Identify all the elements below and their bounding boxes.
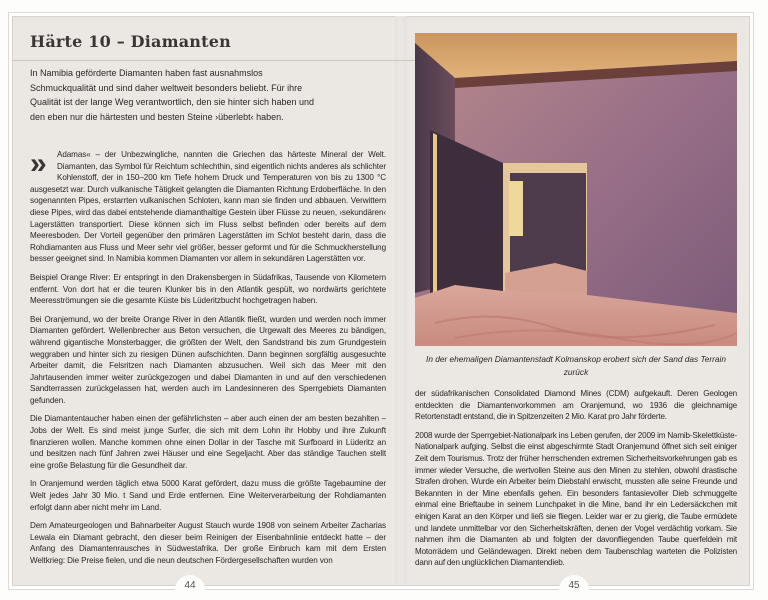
right-text-column <box>415 388 737 570</box>
photo-caption: In der ehemaligen Diamantenstadt Kolmanskop erobert sich der Sand das Terrain zurück <box>426 354 726 377</box>
page-number-right: 45 <box>559 575 589 595</box>
body-paragraph: » Adamas« – der Unbezwingliche, nannten die Griechen das härteste Mineral der Welt. Diamanten, das Symbol für Reichtum schlechthin, sind eigentlich nichts anderes als schlichter Kohlenstoff, der in 150–200 km Tiefe hohem Druck und Temperaturen von bis zu 1300 °C ausgesetzt war. Durch vulkanische Tätigkeit gelangten die Diamanten Richtung Erdoberfläche. In den sogenannten Pipes, erstarrten vulkanischen Schloten, kann man sie finden und abbauen. Verwittern diese Pipes, wird das dabei entstehende diamanthaltige Gestein über Flüsse zu neuen, ›sekundären‹ Lagerstätten transportiert. Diese können sich im Fluss selbst befinden oder bereits auf dem Meeresboden. Der Vorteil gegenüber den primären Lagerstätten im Schlot besteht darin, dass die Rohdiamanten aus Fluss und Meer sehr viel größer, besser geformt und für die Schmuckherstellung besser geeignet sind. In Namibia kommen Diamanten vor allem in sekundären Lagerstätten vor. <box>30 149 386 264</box>
body-paragraph: Die Diamantentaucher haben einen der gefährlichsten – aber auch einen der am besten bezahlten – Jobs der Welt. Es sind meist junge Surfer, die sich mit dem Lohn ihr Hobby und ihre Zukunft finanzieren wollen. Manche kommen ohne einen Dollar in der Tasche mit Surfboard in Lüderitz an und besitzen nach fünf Jahren zwei Häuser und eine Segeljacht. Aber das ständige Tauchen stellt eine große Belastung für die Gesundheit dar. <box>30 414 386 470</box>
quote-mark-icon: » <box>30 149 47 179</box>
page-number-left: 44 <box>175 575 205 595</box>
chapter-title: Härte 10 – Diamanten <box>30 32 231 51</box>
body-paragraph: Bei Oranjemund, wo der breite Orange River in den Atlantik fließt, wurden und werden noch immer Diamanten gefördert. Wellenbrecher aus Beton versuchen, die Urgewalt des Meeres zu bändigen, während gigantische Monsterbagger, die größten der Welt, den Sandstrand bis zum Grundgestein weggraben und hinter sich zu riesigen Dünen aufschichten. Dann beginnen sorgfältig ausgesuchte Arbeiter damit, die Felsritzen nach Diamanten abzusuchen. Weil sich das Meer mit den Jahrtausenden immer weiter zurückgezogen und dabei Diamanten in und auf den verschiedenen Sandterrassen zurückgelassen hat, werden auch im Landesinneren des Sperrgebiets Diamanten gefunden. <box>30 314 386 405</box>
sand-filled-room-image <box>415 33 737 346</box>
body-paragraph: In Oranjemund werden täglich etwa 5000 Karat gefördert, dazu muss die größte Tagebaumine der Welt jedes Jahr 30 Mio. t Sand und Erde entfernen. Eine Weiterverarbeitung der Rohdiamanten erfolgt dann aber nicht mehr im Land. <box>30 479 386 512</box>
body-paragraph: 2008 wurde der Sperrgebiet-Nationalpark ins Leben gerufen, der 2009 im Namib-Skelettküste-Nationalpark aufging. Selbst die einst abgeschirmte Stadt Oranjemund öffnet sich seit einiger Zeit dem Tourismus. Trotz der früher herrschenden extremen Sicherheitsvorkehrungen gab es immer wieder Versuche, die wertvollen Steine aus den Minen zu stehlen, obwohl drastische Strafen drohen. Wurde ein Arbeiter beim Diebstahl erwischt, mussten alle seine Freunde und Bekannten in der Mine ebenfalls gehen. Ein besonders fantasievoller Dieb schmuggelte einmal eine Brieftaube in seinem Lunchpaket in die Mine, band ihr ein Ledersäckchen mit einigen Karat an den Körper und ließ sie fliegen. Leider war er zu gierig, die Taube ermüdete und landete unmittelbar vor den Sicherheitskräften, denen der Vogel verdächtig vorkam. Sie nahmen ihm die Diamanten ab und folgten der davonfliegenden Taube querfeldein mit Motorrädern und Geländewagen. Direkt neben dem Taubenschlag warteten die Polizisten dann auf den unglücklichen Diamantendieb. <box>415 430 737 568</box>
body-paragraph: der südafrikanischen Consolidated Diamond Mines (CDM) aufgekauft. Deren Geologen entdeckten die Diamantenvorkommen am Oranjemund, wo 1936 die gleichnamige Retortenstadt entstand, die in Spitzenzeiten 2 Mio. Karat pro Jahr förderte. <box>415 389 737 422</box>
kolmanskop-photo <box>415 33 737 346</box>
left-text-column <box>30 149 386 569</box>
body-paragraph: Beispiel Orange River: Er entspringt in den Drakensbergen in Südafrikas, Tausende von Kilometern entfernt. Von dort hat er die teuren Klunker bis in den Atlantik gespült, wo nordwärts gerichtete Meeresströmungen sie die gesamte Küste bis Lüderitzbucht hochgetragen haben. <box>30 272 386 306</box>
title-divider <box>12 60 415 61</box>
book-gutter <box>395 16 407 584</box>
intro-paragraph: In Namibia geförderte Diamanten haben fast ausnahmslos Schmuckqualität und sind daher weltweit besonders beliebt. Für ihre Qualität ist der lange Weg verantwortlich, den sie hinter sich haben und den eben nur die härtesten und besten Steine ›überlebt‹ haben. <box>30 68 314 122</box>
body-paragraph: Dem Amateurgeologen und Bahnarbeiter August Stauch wurde 1908 von seinem Arbeiter Zacharias Lewala ein Diamant gebracht, den dieser beim Reinigen der Eisenbahnlinie entdeckt hatte – der Anfang des Diamantenrausches in Südwestafrika. Der große Einbruch kam mit dem Ersten Weltkrieg: Die Preise fielen, und die neun deutschen Fördergesellschaften wurden von <box>30 521 386 565</box>
